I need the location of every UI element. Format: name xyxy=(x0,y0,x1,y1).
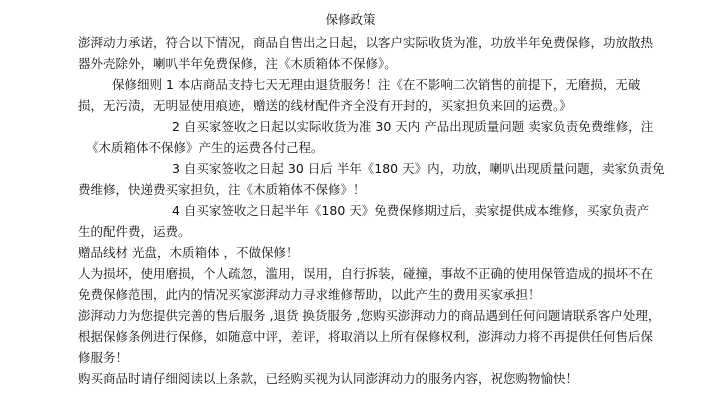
page-title: 保修政策 xyxy=(325,12,376,27)
rule-4-line-2: 生的配件费，运费。 xyxy=(78,224,191,239)
closing-line: 购买商品时请仔细阅读以上条款，已经购买视为认同澎湃动力的服务内容，祝您购物愉快！ xyxy=(78,371,579,386)
rule-4-line-1: 4 自买家签收之日起半年《180 天》免费保修期过后，卖家提供成本维修，买家负责产 xyxy=(172,203,650,218)
service-line-2: 根据保修条例进行保修，如随意中评，差评，将取消以上所有保修权利，澎湃动力将不再提供任何售后保 xyxy=(78,329,654,344)
intro-line-2: 器外壳除外，喇叭半年免费保修，注《木质箱体不保修》。 xyxy=(78,56,397,71)
rule-1-line-2: 损，无污渍，无明显使用痕迹，赠送的线材配件齐全没有开封的，买家担负来回的运费。》 xyxy=(78,98,572,113)
intro-line-1: 澎湃动力承诺，符合以下情况，商品自售出之日起，以客户实际收货为准，功放半年免费保修，功放散热 xyxy=(78,35,654,50)
damage-line-1: 人为损坏，使用磨损，个人疏忽，滥用，误用，自行拆装，碰撞，事故不正确的使用保管造成的损坏不在 xyxy=(78,266,654,281)
rule-2-line-2: 《木质箱体不保修》产生的运费各付己程。 xyxy=(86,140,324,155)
gift-note: 赠品线材 光盘，木质箱体 ，不做保修！ xyxy=(78,245,299,260)
rule-3-line-1: 3 自买家签收之日起 30 日后 半年《180 天》内，功放，喇叭出现质量问题，卖家负责免 xyxy=(172,161,665,176)
damage-line-2: 免费保修范围，此内的情况买家澎湃动力寻求维修帮助，以此产生的费用买家承担！ xyxy=(78,287,541,302)
rule-2-line-1: 2 自买家签收之日起以实际收货为准 30 天内 产品出现质量问题 卖家负责免费维修，注 xyxy=(172,119,654,134)
rule-1-line-1: 保修细则 1 本店商品支持七天无理由退货服务！注《在不影响二次销售的前提下，无磨损，无破 xyxy=(112,77,641,92)
service-line-3: 修服务！ xyxy=(78,350,129,365)
service-line-1: 澎湃动力为您提供完善的售后服务 ,退货 换货服务 ,您购买澎湃动力的商品遇到任何问题请联系客户处理， xyxy=(78,308,661,323)
rule-3-line-2: 费维修，快递费买家担负，注《木质箱体不保修》！ xyxy=(78,182,366,197)
